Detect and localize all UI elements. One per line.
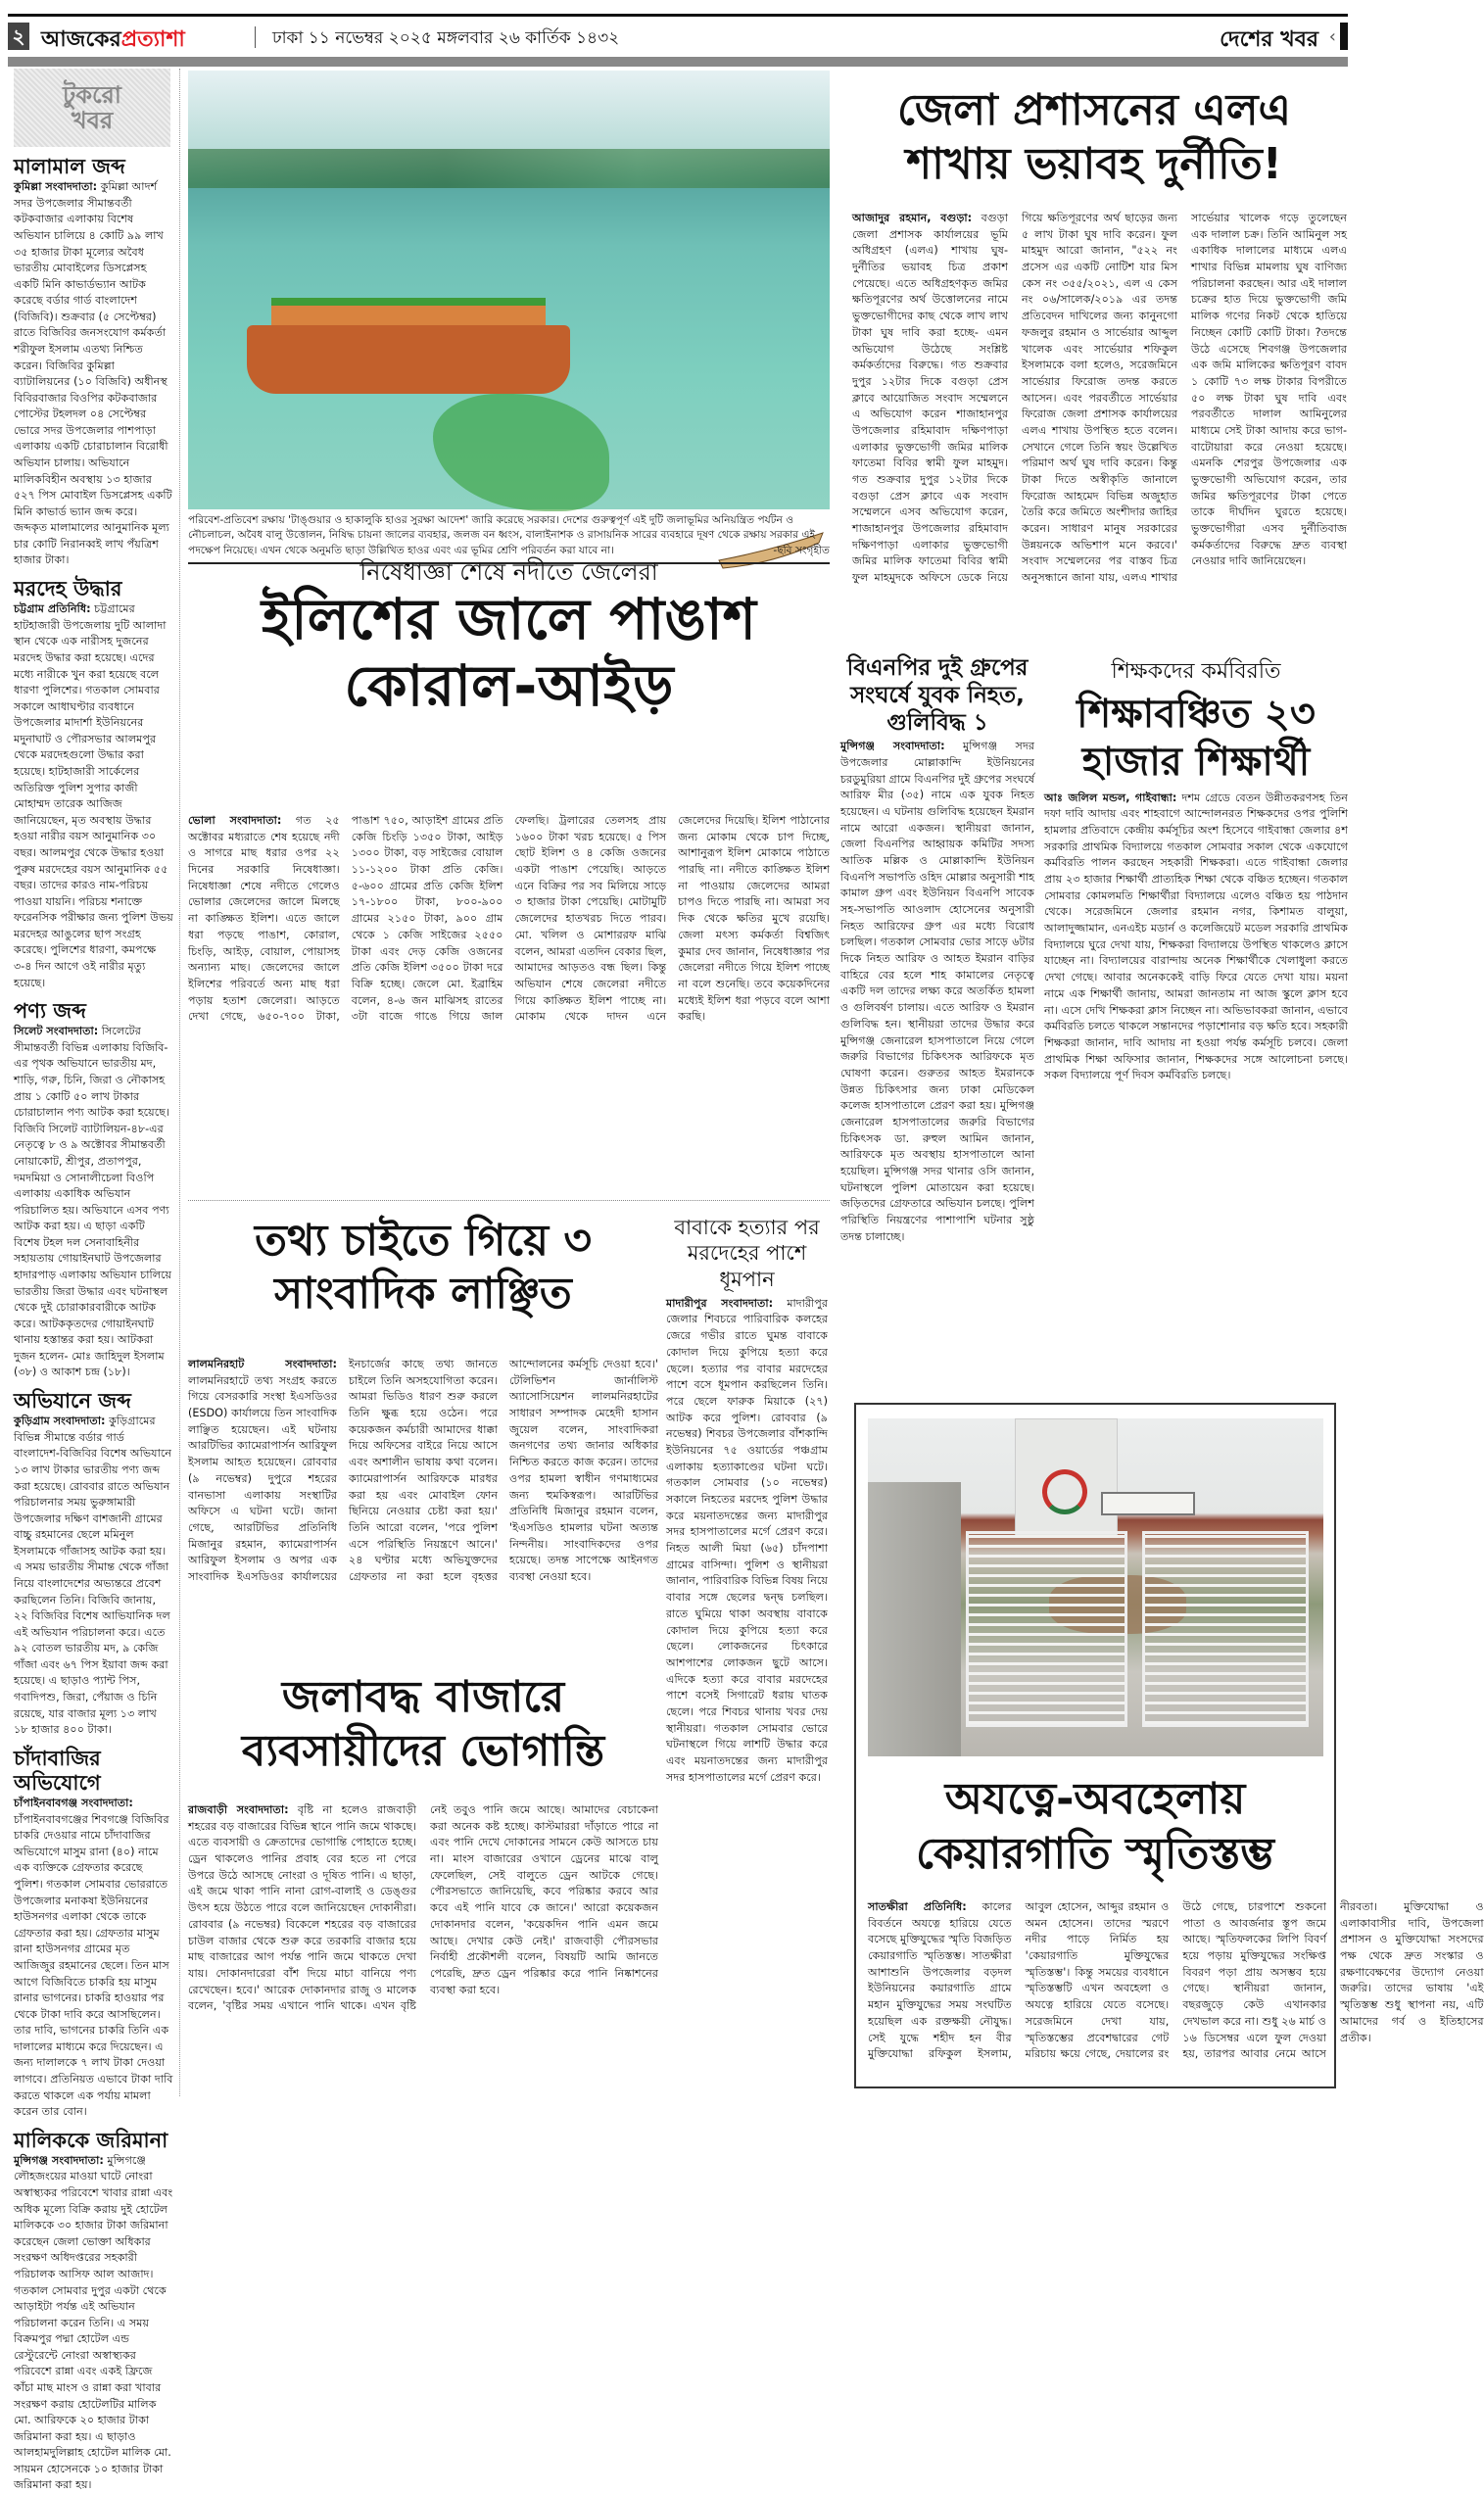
bnp-headline[interactable]: বিএনপির দুই গ্রুপের সংঘর্ষে যুবক নিহত, গুলিবিদ্ধ ১ (846, 655, 1029, 737)
brief-byline: চাঁপাইনবাবগঞ্জ সংবাদদাতা: (14, 1797, 133, 1810)
memorial-headline[interactable]: অযত্নে-অবহেলায় কেয়ারগাতি স্মৃতিস্তম্ভ (916, 1774, 1274, 1880)
teachers-byline: আঃ জলিল মন্ডল, গাইবান্ধা: (1044, 791, 1177, 804)
brief-byline: চট্টগ্রাম প্রতিনিধি: (14, 602, 91, 616)
header-end-bar (1340, 23, 1348, 50)
houseboat-photo[interactable] (188, 71, 830, 509)
brief-item[interactable] (14, 2129, 173, 2494)
memorial-byline: সাতক্ষীরা প্রতিনিধি: (868, 1900, 967, 1913)
logo-prefix: আজকের (41, 27, 121, 52)
teachers-headline[interactable]: শিক্ষাবঞ্চিত ২৩ হাজার শিক্ষার্থী (1077, 692, 1316, 785)
brief-byline: কুড়িগ্রাম সংবাদদাতা: (14, 1415, 106, 1428)
header-divider (255, 26, 256, 48)
bnp-story (840, 654, 1034, 1444)
brief-item[interactable] (14, 577, 173, 991)
market-byline: রাজবাড়ী সংবাদদাতা: (188, 1803, 289, 1816)
memorial-text: কালের বিবর্তনে অযত্নে হারিয়ে যেতে বসেছে মুক্তিযুদ্ধের স্মৃতি বিজড়িত কেয়ারগাতি স্মৃতিস্তম্ভ। সাতক্ষীরা আশাশুনি উপজেলার বড়দল ইউনিয়নের কয়ারগাতি গ্রামে মহান মুক্তিযুদ্ধের সময় সংঘটিত হয়েছিল এক রক্তক্ষয়ী নৌযুদ্ধ। সেই যুদ্ধে শহীদ হন বীর মুক্তিযোদ্ধা রফিকুল ইসলাম, আবুল হোসেন, আব্দুর রহমান ও অমন হোসেন। তাদের স্মরণে নদীর পাড়ে নির্মিত হয় 'কেয়ারগাতি মুক্তিযুদ্ধের স্মৃতিস্তম্ভ'। কিন্তু সময়ের ব্যবধানে স্মৃতিস্তম্ভটি এখন অবহেলা ও অযত্নে হারিয়ে যেতে বসেছে। সরেজমিনে দেখা যায়, স্মৃতিস্তম্ভের প্রবেশদ্বারের গেট মরিচায় ক্ষয়ে গেছে, দেয়ালের রং উঠে গেছে, চারপাশে শুকনো পাতা ও আবর্জনার স্তূপ জমে আছে। স্মৃতিফলকের লিপি বিবর্ণ হয়ে পড়ায় মুক্তিযুদ্ধের সংক্ষিপ্ত বিবরণ পড়া প্রায় অসম্ভব হয়ে গেছে। স্থানীয়রা জানান, বছরজুড়ে কেউ এখানকার দেখভাল করে না। শুধু ২৬ মার্চ ও ১৬ ডিসেম্বর এলে ফুল দেওয়া হয়, তারপর আবার নেমে আসে নীরবতা। মুক্তিযোদ্ধা ও এলাকাবাসীর দাবি, উপজেলা প্রশাসন ও মুক্তিযোদ্ধা সংসদের পক্ষ থেকে দ্রুত সংস্কার ও রক্ষণাবেক্ষণের উদ্যোগ নেওয়া জরুরি। তাদের ভাষায় 'এই স্মৃতিস্তম্ভ শুধু স্থাপনা নয়, এটি আমাদের গর্ব ও ইতিহাসের প্রতীক। (868, 1900, 1484, 2061)
father-headline[interactable]: বাবাকে হত্যার পর মরদেহের পাশে ধূমপান (674, 1216, 820, 1291)
newspaper-logo[interactable] (41, 23, 185, 59)
father-text: মাদারীপুর জেলার শিবচরে পারিবারিক কলহের জেরে গভীর রাতে ঘুমন্ত বাবাকে কোদাল দিয়ে কুপিয়ে হত্যা করে ছেলে। হত্যার পর বাবার মরদেহের পাশে বসে ধূমপান করছিলেন তিনি। পরে ছেলে ফারুক মিয়াকে (২৭) আটক করে পুলিশ। রোববার (৯ নভেম্বর) শিবচর উপজেলার বাঁশকান্দি ইউনিয়নের ৭৫ ওয়ার্ডের পঞ্চগ্রাম এলাকায় হত্যাকাণ্ডের ঘটনা ঘটে। গতকাল সোমবার (১০ নভেম্বর) সকালে নিহতের মরদেহ পুলিশ উদ্ধার করে ময়নাতদন্তের জন্য মাদারীপুর সদর হাসপাতালের মর্গে প্রেরণ করে। নিহত আলী মিয়া (৬৫) চাঁদপাশা গ্রামের বাসিন্দা। পুলিশ ও স্থানীয়রা জানান, পারিবারিক বিভিন্ন বিষয় নিয়ে বাবার সঙ্গে ছেলের দ্বন্দ্ব চলছিল। রাতে ঘুমিয়ে থাকা অবস্থায় বাবাকে কোদাল দিয়ে কুপিয়ে হত্যা করে ছেলে। লোকজনের চিৎকারে আশপাশের লোকজন ছুটে আসে। এদিকে হত্যা করে বাবার মরদেহের পাশে বসেই সিগারেট ধরায় ঘাতক ছেলে। পরে শিবচর থানায় খবর দেয় স্থানীয়রা। গতকাল সোমবার ভোরে ঘটনাস্থলে গিয়ে লাশটি উদ্ধার করে এবং ময়নাতদন্তের জন্য মাদারীপুর সদর হাসপাতালের মর্গে প্রেরণ করে। (666, 1296, 828, 1784)
briefs-column (14, 69, 180, 2492)
header-band (8, 57, 1348, 67)
brief-byline: সিলেট সংবাদদাতা: (14, 1025, 99, 1038)
photo-gate-right (1142, 1531, 1309, 1727)
journalists-byline: লালমনিরহাট সংবাদদাতা: (188, 1358, 337, 1370)
brief-title: অভিযানে জব্দ (14, 1389, 131, 1414)
caption-text: পরিবেশ-প্রতিবেশ রক্ষায় 'টাঙ্গুয়ার ও হাকালুকি হাওর সুরক্ষা আদেশ' জারি করেছে সরকার। দেশের গুরুত্বপূর্ণ এই দুটি জলাভূমির অনিয়ন্ত্রিত পর্যটন ও নৌচলাচল, অবৈধ বালু উত্তোলন, নিষিদ্ধ চায়না জালের ব্যবহার, জলজ বন ধ্বংস, বালাইনাশক ও রাসায়নিক সারের ব্যবহারে দূষণ থেকে রক্ষায় সরকার এই পদক্ষেপ নিয়েছে। এখন থেকে অনুমতি ছাড়া উল্লিখিত হাওর এবং এর ভূমির শ্রেণি পরিবর্তন করা যাবে না। (188, 514, 816, 556)
brief-body (14, 1414, 173, 1739)
la-byline: আজাদুর রহমান, বগুড়া: (852, 212, 973, 224)
photo-memorial-plaque (1101, 1492, 1195, 1515)
market-body (188, 1802, 658, 2096)
bnp-byline: মুন্সিগঞ্জ সংবাদদাতা: (840, 740, 945, 753)
brief-item[interactable] (14, 155, 173, 569)
teachers-text: দশম গ্রেডে বেতন উন্নীতকরণসহ তিন দফা দাবি আদায় এবং শাহবাগে আন্দোলনরত শিক্ষকদের ওপর পুলিশি হামলার প্রতিবাদে কেন্দ্রীয় কর্মসূচির অংশ হিসেবে গাইবান্ধা জেলার ৪শ সরকারি প্রাথমিক বিদ্যালয়ে গতকাল সোমবার সকাল থেকে একযোগে কর্মবিরতি পালন করছেন সহকারী শিক্ষকরা। এতে গাইবান্ধা জেলার প্রায় ২৩ হাজার শিক্ষার্থী প্রাত্যহিক শিক্ষা থেকে বঞ্চিত হচ্ছেন। গতকাল সোমবার কোমলমতি শিক্ষার্থীরা বিদ্যালয়ে এলেও বঞ্চিত হয় পাঠদান থেকে। সরেজমিনে জেলার রহমান নগর, কিশামত বালুয়া, আলাদুজ্জামান, এনএইচ মডার্ন ও কলেজিয়েট মডেল সরকারি প্রাথমিক বিদ্যালয়ে ঘুরে দেখা যায়, শিক্ষকরা বিদ্যালয়ে উপস্থিত থাকলেও ক্লাসে যাচ্ছেন না। বিদ্যালয়ের বারান্দায় অনেক শিক্ষার্থীকে খেলাধুলা করতে দেখা গেছে। আবার অনেককেই বাড়ি ফিরে যেতে দেখা যায়। ময়না নামে এক শিক্ষার্থী জানায়, আমরা জানতাম না আজ স্কুলে ক্লাস হবে না। এসে দেখি শিক্ষকরা ক্লাস নিচ্ছেন না। অভিভাবকরা জানান, এভাবে কর্মবিরতি চলতে থাকলে সন্তানদের পড়াশোনার বড় ক্ষতি হবে। সহকারী শিক্ষকরা জানান, দাবি আদায় না হওয়া পর্যন্ত কর্মসূচি চলবে। জেলা প্রাথমিক শিক্ষা অফিসার জানান, শিক্ষকদের সঙ্গে আলোচনা চলছে। সকল বিদ্যালয়ে পূর্ণ দিবস কর্মবিরতি চলছে। (1044, 791, 1348, 1082)
brief-item[interactable] (14, 999, 173, 1381)
brief-text: চট্টগ্রামের হাটহাজারী উপজেলায় দুটি আলাদা স্থান থেকে এক নারীসহ দুজনের মরদেহ উদ্ধার করা হয়েছে। এদের মধ্যে নারীকে খুন করা হয়েছে বলে ধারণা পুলিশের। গতকাল সোমবার সকালে আধাঘণ্টার ব্যবধানে উপজেলার মাদার্শা ইউনিয়নের মদুনাঘাট ও পৌরসভার আলমপুর থেকে মরদেহগুলো উদ্ধার করা হয়েছে। হাটহাজারী সার্কেলের অতিরিক্ত পুলিশ সুপার কাজী মোহাম্মদ তারেক আজিজ জানিয়েছেন, মৃত অবস্থায় উদ্ধার হওয়া নারীর বয়স আনুমানিক ৩০ বছর। আলমপুর থেকে উদ্ধার হওয়া পুরুষ মরদেহের বয়স আনুমানিক ৫৫ বছর। তাদের কারও নাম-পরিচয় পাওয়া যায়নি। পরিচয় শনাক্তে ফরেনসিক পরীক্ষার জন্য পুলিশ উভয় মরদেহর আঙুলের ছাপ সংগ্রহ করেছে। পুলিশের ধারণা, কমপক্ষে ৩-৪ দিন আগে ওই নারীর মৃত্যু হয়েছে। (14, 602, 173, 989)
teachers-story (1044, 654, 1348, 1373)
brief-body (14, 601, 173, 991)
dateline: ঢাকা ১১ নভেম্বর ২০২৫ মঙ্গলবার ২৬ কার্তিক ১৪৩২ (272, 28, 620, 48)
brief-body (14, 1024, 173, 1381)
brief-title: চাঁদাবাজির অভিযোগে (14, 1746, 101, 1795)
father-body (666, 1296, 828, 1923)
brief-title: মরদেহ উদ্ধার (14, 577, 122, 601)
photo-gate-left (966, 1531, 1127, 1727)
brief-byline: মুন্সিগঞ্জ সংবাদদাতা: (14, 2153, 104, 2167)
photo-houseboat-roof (271, 298, 546, 327)
lead-headline[interactable]: ইলিশের জালে পাঙাশ কোরাল-আইড় (262, 586, 756, 720)
brief-title: পণ্য জব্দ (14, 999, 86, 1024)
photo-credit: -ছবি সংগৃহীত (773, 544, 830, 556)
photo-memorial-arc (1042, 1469, 1087, 1514)
journalists-headline[interactable]: তথ্য চাইতে গিয়ে ৩ সাংবাদিক লাঞ্ছিত (255, 1216, 592, 1319)
brief-body (14, 179, 173, 569)
memorial-photo[interactable] (868, 1418, 1323, 1756)
bnp-text: মুন্সিগঞ্জ সদর উপজেলার মোল্লাকান্দি ইউনিয়নের চরডুমুরিয়া গ্রামে বিএনপির দুই গ্রুপের সংঘর্ষে আরিফ মীর (৩৫) নামে এক যুবক নিহত হয়েছেন। এ ঘটনায় গুলিবিদ্ধ হয়েছেন ইমরান নামে আরো একজন। স্থানীয়রা জানান, জেলা বিএনপির আহ্বায়ক কমিটির সদস্য আতিক মল্লিক ও মোল্লাকান্দি ইউনিয়ন বিএনপি সভাপতি ওহিদ মোল্লার অনুসারী শাহ কামাল গ্রুপ এবং ইউনিয়ন বিএনপি সাবেক সহ-সভাপতি আওলাদ হোসেনের অনুসারী নিহত আরিফের গ্রুপ এর মধ্যে বিরোধ চলছিল। গতকাল সোমবার ভোর সাড়ে ৬টার দিকে নিহত আরিফ ও আহত ইমরান বাড়ির বাহিরে বের হলে শাহ কামালের নেতৃত্বে একটি দল তাদের লক্ষ্য করে অতর্কিত হামলা ও গুলিবর্ষণ চালায়। এতে আরিফ ও ইমরান গুলিবিদ্ধ হন। স্থানীয়রা তাদের উদ্ধার করে মুন্সিগঞ্জ জেনারেল হাসপাতালে নিয়ে গেলে জরুরি বিভাগের চিকিৎসক আরিফকে মৃত ঘোষণা করেন। গুরুতর আহত ইমরানকে উন্নত চিকিৎসার জন্য ঢাকা মেডিকেল কলেজ হাসপাতালে প্রেরণ করা হয়। মুন্সিগঞ্জ জেনারেল হাসপাতালের জরুরি বিভাগের চিকিৎসক ডা. রুহুল আমিন জানান, আরিফকে মৃত অবস্থায় হাসপাতালে আনা হয়েছিল। মুন্সিগঞ্জ সদর থানার ওসি জানান, ঘটনাস্থলে পুলিশ মোতায়েন করা হয়েছে। জড়িতদের গ্রেফতারে অভিযান চলছে। পুলিশ পরিস্থিতি নিয়ন্ত্রণের পাশাপাশি ঘটনার সুষ্ঠু তদন্ত চালাচ্ছে। (840, 740, 1034, 1243)
teachers-body (1044, 791, 1348, 1373)
section-title: দেশের খবর (1220, 27, 1318, 52)
brief-item[interactable] (14, 1747, 173, 2121)
brief-text: কুড়িগ্রামের বিভিন্ন সীমান্তে বর্ডার গার্ড বাংলাদেশ-বিজিবির বিশেষ অভিযানে ১৩ লাখ টাকার ভারতীয় পণ্য জব্দ করা হয়েছে। রোববার রাতে অভিযান পরিচালনার সময় ভুরুঙ্গামারী উপজেলার দক্ষিণ বাশজানী গ্রামের বাচ্চু রহমানের ছেলে মমিনুল ইসলামকে গাঁজাসহ আটক করা হয়। এ সময় ভারতীয় সীমান্ত থেকে গাঁজা নিয়ে বাংলাদেশের অভ্যন্তরে প্রবেশ করছিলেন তিনি। বিজিবি জানায়, ২২ বিজিবির বিশেষ আভিযানিক দল এই অভিযান পরিচালনা করে। এতে ৯২ বোতল ভারতীয় মদ, ৯ কেজি গাঁজা এবং ৬৭ পিস ইয়াবা জব্দ করা হয়েছে। এ ছাড়াও প্যান্ট পিস, গবাদিপশু, জিরা, পেঁয়াজ ও চিনি রয়েছে, যার বাজার মূল্য ১৩ লাখ ১৮ হাজার ৪০০ টাকা। (14, 1415, 172, 1737)
memorial-body (868, 1899, 1484, 2076)
bnp-body (840, 739, 1034, 1444)
section-divider (188, 1200, 830, 1201)
chevron-left-icon: ‹ (1328, 26, 1336, 47)
la-headline[interactable]: জেলা প্রশাসনের এলএ শাখায় ভয়াবহ দুর্নীতি! (897, 85, 1291, 189)
father-byline: মাদারীপুর সংবাদদাতা: (666, 1296, 774, 1310)
father-story (666, 1215, 828, 1923)
brief-text: কুমিল্লা আদর্শ সদর উপজেলার সীমান্তবর্তী কটকবাজার এলাকায় বিশেষ অভিযান চালিয়ে ৪ কোটি ৯৯ লাখ ৩৫ হাজার টাকা মূল্যের অবৈধ ভারতীয় মোবাইলের ডিসপ্লেসহ একটি মিনি কাভার্ডভ্যান আটক করেছে বর্ডার গার্ড বাংলাদেশ (বিজিবি)। শুক্রবার (৫ সেপ্টেম্বর) রাতে বিজিবির জনসংযোগ কর্মকর্তা শরীফুল ইসলাম এতথ্য নিশ্চিত করেন। বিজিবির কুমিল্লা ব্যাটালিয়নের (১০ বিজিবি) অধীনস্থ বিবিরবাজার বিওপির কটকবাজার পোস্টের টহলদল ০৪ সেপ্টেম্বর ভোরে সদর উপজেলার পাশপাড়া এলাকায় একটি চোরাচালান বিরোধী অভিযান চালায়। অভিযানে মালিকবিহীন অবস্থায় ১৩ হাজার ৫২৭ পিস মোবাইল ডিসপ্লেসহ একটি মিনি কাভার্ড ভ্যান জব্দ করে। জব্দকৃত মালামালের আনুমানিক মূল্য চার কোটি নিরানব্বই লাখ পঁয়ত্রিশ হাজার টাকা। (14, 180, 172, 567)
brief-body (14, 1796, 173, 2121)
lead-body (188, 813, 830, 1185)
tukro-line1: টুকরো (63, 80, 121, 109)
memorial-story-box (854, 1403, 1484, 2088)
market-headline[interactable]: জলাবদ্ধ বাজারে ব্যবসায়ীদের ভোগান্তি (241, 1672, 605, 1776)
page-number: ২ (8, 23, 29, 50)
photo-pillar (868, 1482, 961, 1756)
lead-kicker: নিষেধাজ্ঞা শেষে নদীতে জেলেরা (359, 558, 658, 586)
photo-houseboat (247, 325, 570, 394)
brief-title: মালামাল জব্দ (14, 155, 125, 178)
page-header (8, 14, 1348, 53)
photo-water-vegetation (433, 394, 609, 511)
la-body (852, 211, 1347, 647)
tukro-khobor-logo (14, 69, 170, 147)
lead-byline: ভোলা সংবাদদাতা: (188, 814, 282, 827)
tukro-line2: খবর (71, 107, 114, 134)
photo-shoreline (188, 149, 830, 188)
brief-item[interactable] (14, 1389, 173, 1739)
journalists-body (188, 1357, 658, 1626)
teachers-kicker: শিক্ষকদের কর্মবিরতি (1111, 659, 1281, 684)
brief-byline: কুমিল্লা সংবাদদাতা: (14, 180, 98, 194)
brief-title: মালিককে জরিমানা (14, 2128, 168, 2152)
lead-text: গত ২৫ অক্টোবর মধ্যরাতে শেষ হয়েছে নদী ও সাগরে মাছ ধরার ওপর ২২ দিনের সরকারি নিষেধাজ্ঞা। নিষেধাজ্ঞা শেষে নদীতে গেলেও ভোলার জেলেদের জালে মিলছে না কাঙ্ক্ষিত ইলিশ। এতে জালে ধরা পড়ছে পাঙাশ, কোরাল, চিংড়ি, আইড়, বোয়াল, পোয়াসহ অন্যান্য মাছ। জেলেদের জালে ইলিশের পরিবর্তে অন্য মাছ ধরা পড়ায় হতাশ জেলেরা। আড়তে দেখা গেছে, ৬৫০-৭০০ টাকা, পাঙাশ ৭৫০, আড়াইশ গ্রামের প্রতি কেজি চিংড়ি ১৩৫০ টাকা, আইড় ১৩০০ টাকা, বড় সাইজের বোয়াল ১১-১২০০ টাকা প্রতি কেজি। ৫-৬০০ গ্রামের প্রতি কেজি ইলিশ ১৭-১৮০০ টাকা, ৮০০-৯০০ গ্রামের ২১৫০ টাকা, ৯০০ গ্রাম থেকে ১ কেজি সাইজের ২৫৫০ টাকা এবং দেড় কেজি ওজনের প্রতি কেজি ইলিশ ৩৫০০ টাকা দরে বিক্রি হচ্ছে। জেলে মো. ইব্রাহিম বলেন, ৪-৬ জন মাঝিসহ রাতের ৩টা বাজে গাঙে গিয়ে জাল ফেলছি। ট্রলারের তেলসহ প্রায় ১৬০০ টাকা খরচ হয়েছে। ৫ পিস ছোট ইলিশ ও ৪ কেজি ওজনের একটা পাঙাশ পেয়েছি। আড়তে এনে বিক্রির পর সব মিলিয়ে সাড়ে ৩ হাজার টাকা পেয়েছি। মোটামুটি জেলেদের হাতখরচ দিতে পারব। মো. খলিল ও মোশাররফ মাঝি বলেন, আমরা এতদিন বেকার ছিল, আমাদের আড়তও বন্ধ ছিল। কিন্তু অভিযান শেষে জেলেরা নদীতে গিয়ে কাঙ্ক্ষিত ইলিশ পাচ্ছে না। মোকাম থেকে দাদন এনে জেলেদের দিয়েছি। ইলিশ পাঠানোর জন্য মোকাম থেকে চাপ দিচ্ছে, আশানুরূপ ইলিশ মোকামে পাঠাতে পারছি না। নদীতে কাঙ্ক্ষিত ইলিশ না পাওয়ায় জেলেদের আমরা চাপও দিতে পারছি না। আমরা সব দিক থেকে ক্ষতির মুখে রয়েছি। জেলা মৎস্য কর্মকর্তা বিশ্বজিৎ কুমার দেব জানান, নিষেধাজ্ঞার পর জেলেরা নদীতে গিয়ে ইলিশ পাচ্ছে না বলে শুনেছি। তবে কয়েকদিনের মধ্যেই ইলিশ ধরা পড়বে বলে আশা করছি। (188, 814, 830, 1024)
brief-body (14, 2153, 173, 2494)
la-text: বগুড়া জেলা প্রশাসক কার্যালয়ের ভূমি অধিগ্রহণ (এলএ) শাখায় ঘুষ-দুর্নীতির ভয়াবহ চিত্র প্রকাশ পেয়েছে। এতে অধিগ্রহণকৃত জমির ক্ষতিপূরণের অর্থ উত্তোলনের নামে ভুক্তভোগীদের কাছ থেকে লাখ লাখ টাকা ঘুষ দাবি করা হচ্ছে- এমন অভিযোগ উঠেছে সংশ্লিষ্ট কর্মকর্তাদের বিরুদ্ধে। গত শুক্রবার দুপুর ১২টার দিকে বগুড়া প্রেস ক্লাবে আয়োজিত সংবাদ সম্মেলনে এ অভিযোগ করেন শাজাহানপুর উপজেলার রহিমাবাদ দক্ষিণপাড়া এলাকার ভুক্তভোগী জমির মালিক ফাতেমা বিবির স্বামী ফুল মাহমুদ। গত শুক্রবার দুপুর ১২টার দিকে বগুড়া প্রেস ক্লাবে এক সংবাদ সম্মেলনে এসব অভিযোগ করেন, শাজাহানপুর উপজেলার রহিমাবাদ দক্ষিণপাড়া এলাকার ভুক্তভোগী জমির মালিক ফাতেমা বিবির স্বামী ফুল মাহমুদকে অফিসে ডেকে নিয়ে গিয়ে ক্ষতিপূরণের অর্থ ছাড়ের জন্য ৫ লাখ টাকা ঘুষ দাবি করেন। ফুল মাহমুদ আরো জানান, "৫২২ নং প্রসেস এর একটি নোটিশ যার মিস কেস নং ৩৫৫/২০২১, এল এ কেস নং ০৬/সালেক/২০১৯ এর তদন্ত প্রতিবেদন দাখিলের জন্য কানুনগো ফজলুর রহমান ও সার্ভেয়ার আব্দুল খালেক এবং সার্ভেয়ার শফিকুল ইসলামকে বলা হলেও, সরেজমিনে সার্ভেয়ার ফিরোজ তদন্ত করতে আসেন। এবং পরবর্তীতে সার্ভেয়ার ফিরোজ জেলা প্রশাসক কার্যালয়ের এলএ শাখায় উপস্থিত হতে বলেন। সেখানে গেলে তিনি স্বয়ং উল্লেখিত পরিমাণ অর্থ ঘুষ দাবি করেন। কিন্তু টাকা দিতে অস্বীকৃতি জানালে ফিরোজ আহমেদ বিভিন্ন অজুহাত তৈরি করে জমিতে অংশীদার জাহির করেন। সাধারণ মানুষ সরকারের উন্নয়নকে অভিশাপ মনে করবে।' সংবাদ সম্মেলনের পর বাস্তব চিত্র অনুসন্ধানে জানা যায়, এলএ শাখার সার্ভেয়ার খালেক গড়ে তুলেছেন এক দালাল চক্র। তিনি আমিনুল সহ একাধিক দালালের মাধ্যমে এলএ শাখার বিভিন্ন মামলায় ঘুষ বাণিজ্য পরিচালনা করছেন। আর এই দালাল চক্রের হাত দিয়ে ভুক্তভোগী জমি মালিক গণের নিকট থেকে হাতিয়ে নিচ্ছেন কোটি কোটি টাকা। ?তদন্তে উঠে এসেছে শিবগঞ্জ উপজেলার এক জমি মালিকের ক্ষতিপূরণ বাবদ ১ কোটি ৭৩ লক্ষ টাকার বিপরীতে ৫০ লক্ষ টাকা ঘুষ দাবি এবং পরবর্তীতে দালাল আমিনুলের মাধ্যমে সেই টাকা আদায় করে ভাগ-বাটোয়ারা করে নেওয়া হয়েছে। এমনকি শেরপুর উপজেলার এক ভুক্তভোগী অভিযোগ করেন, তার জমির ক্ষতিপূরণের টাকা পেতে তাকে দীর্ঘদিন ঘুরতে হয়েছে। ভুক্তভোগীরা এসব দুর্নীতিবাজ কর্মকর্তাদের বিরুদ্ধে দ্রুত ব্যবস্থা নেওয়ার দাবি জানিয়েছেন। (852, 212, 1347, 585)
brief-text: সিলেটের সীমান্তবর্তী বিভিন্ন এলাকায় বিজিবি-এর পৃথক অভিযানে ভারতীয় মদ, শাড়ি, গরু, চিনি, জিরা ও নৌকাসহ প্রায় ১ কোটি ৫০ লাখ টাকার চোরাচালান পণ্য আটক করা হয়েছে। বিজিবি সিলেট ব্যাটালিয়ন-৪৮-এর নেতৃত্বে ৮ ও ৯ অক্টোবর সীমান্তবর্তী নোয়াকোট, শ্রীপুর, প্রতাপপুর, দমদমিয়া ও সোনালীচেলা বিওপি এলাকায় একাধিক অভিযান পরিচালিত হয়। অভিযানে এসব পণ্য আটক করা হয়। এ ছাড়া একটি বিশেষ টহল দল সেনাবাহিনীর সহায়তায় গোয়াইনঘাট উপজেলার হাদারপাড় এলাকায় অভিযান চালিয়ে ভারতীয় জিরা উদ্ধার এবং ঘটনাস্থল থেকে দুই চোরাকারবারীকে আটক করে। আটককৃতদের গোয়াইনঘাট থানায় হস্তান্তর করা হয়। আটকরা দুজন হলেন- মোঃ জাহিদুল ইসলাম (৩৮) ও আকাশ চন্দ্র (১৮)। (14, 1025, 172, 1379)
journalists-text: লালমনিরহাটে তথ্য সংগ্রহ করতে গিয়ে বেসরকারি সংস্থা ইএসডিওর (ESDO) কার্যালয়ে তিন সাংবাদিক লাঞ্ছিত হয়েছেন। এই ঘটনায় আরটিভির ক্যামেরাপার্সন আরিফুল ইসলাম আহত হয়েছেন। রোববার (৯ নভেম্বর) দুপুরে শহরের বানভাসা এলাকায় সংস্থাটির অফিসে এ ঘটনা ঘটে। জানা গেছে, আরটিভির প্রতিনিধি মিজানুর রহমান, ক্যামেরাপার্সন আরিফুল ইসলাম ও অপর এক সাংবাদিক ইএসডিওর কার্যালয়ের ইনচার্জের কাছে তথ্য জানতে চাইলে তিনি অসহযোগিতা করেন। আমরা ভিডিও ধারণ শুরু করলে তিনি ক্ষুব্ধ হয়ে ওঠেন। পরে কয়েকজন কর্মচারী আমাদের ধাক্কা দিয়ে অফিসের বাইরে নিয়ে আসে এবং অশালীন ভাষায় কথা বলেন। ক্যামেরাপার্সন আরিফকে মারধর করা হয় এবং মোবাইল ফোন ছিনিয়ে নেওয়ার চেষ্টা করা হয়।' তিনি আরো বলেন, 'পরে পুলিশ এসে পরিস্থিতি নিয়ন্ত্রণে আনে।' ২৪ ঘণ্টার মধ্যে অভিযুক্তদের গ্রেফতার না করা হলে বৃহত্তর আন্দোলনের কর্মসূচি দেওয়া হবে।' টেলিভিশন জার্নালিস্ট অ্যাসোসিয়েশন লালমনিরহাটের সাধারণ সম্পাদক মেহেদী হাসান জুয়েল বলেন, সাংবাদিকরা জনগণের তথ্য জানার অধিকার নিশ্চিত করতে কাজ করেন। তাদের ওপর হামলা স্বাধীন গণমাধ্যমের জন্য হুমকিস্বরূপ। আরটিভির প্রতিনিধি মিজানুর রহমান বলেন, 'ইএসডিও হামলার ঘটনা অত্যন্ত নিন্দনীয়। সাংবাদিকদের ওপর হয়েছে। তদন্ত সাপেক্ষে আইনগত ব্যবস্থা নেওয়া হবে। (188, 1358, 658, 1583)
logo-accent: প্রত্যাশা (120, 27, 185, 52)
brief-text: চাঁপাইনবাবগঞ্জের শিবগঞ্জে বিজিবির চাকরি দেওয়ার নামে চাঁদাবাজির অভিযোগে মাসুম রানা (৪০) নামে এক ব্যক্তিকে গ্রেফতার করেছে পুলিশ। গতকাল সোমবার ভোররাতে উপজেলার মনাকষা ইউনিয়নের হাউসনগর এলাকা থেকে তাকে গ্রেফতার করা হয়। গ্রেফতার মাসুম রানা হাউসনগর গ্রামের মৃত আজিজুর রহমানের ছেলে। তিন মাস আগে বিজিবিতে চাকরি হয় মাসুম রানার ভাগনের। চাকরি হাওয়ার পর থেকে টাকা দাবি করে আসছিলেন। তার দাবি, ভাগনের চাকরি তিনি এক দালালের মাধ্যমে করে দিয়েছেন। এ জন্য দালালকে ৭ লাখ টাকা দেওয়া লাগবে। প্রতিনিয়ত এভাবে টাকা দাবি করতে থাকলে এক পর্যায় মামলা করেন তার বোন। (14, 1812, 173, 2119)
brief-text: মুন্সিগঞ্জে লৌহজংয়ের মাওয়া ঘাটে নোংরা অস্বাস্থ্যকর পরিবেশে খাবার রান্না এবং অধিক মূল্যে বিক্রি করায় দুই হোটেল মালিককে ৩০ হাজার টাকা জরিমানা করেছেন জেলা ভোক্তা অধিকার সংরক্ষণ অধিদপ্তরের সহকারী পরিচালক আসিফ আল আজাদ। গতকাল সোমবার দুপুর একটা থেকে আড়াইটা পর্যন্ত এই অভিযান পরিচালনা করেন তিনি। এ সময় বিক্রমপুর পদ্মা হোটেল এন্ড রেস্টুরেন্টে নোংরা অস্বাস্থ্যকর পরিবেশে রান্না এবং একই ফ্রিজে কাঁচা মাছ মাংস ও রান্না করা খাবার সংরক্ষণ করায় হোটেলটির মালিক মো. আরিফকে ২০ হাজার টাকা জরিমানা করা হয়। এ ছাড়াও আলহামদুলিল্লাহ হোটেল মালিক মো. সায়মন হোসেনকে ১০ হাজার টাকা জরিমানা করা হয়। (14, 2153, 173, 2492)
market-text: বৃষ্টি না হলেও রাজবাড়ী শহরের বড় বাজারের বিভিন্ন স্থানে পানি জমে থাকছে। এতে ব্যবসায়ী ও ক্রেতাদের ভোগান্তি পোহাতে হচ্ছে। ড্রেন থাকলেও পানির প্রবাহ বের হতে না পেরে উপরে উঠে আসছে নোংরা ও দূষিত পানি। এ ছাড়া, এই জমে থাকা পানি নানা রোগ-বালাই ও ডেঙ্গুর উৎস হয়ে উঠতে পারে বলে জানিয়েছেন দোকানীরা। রোববার (৯ নভেম্বর) বিকেলে শহরের বড় বাজারের চাউল বাজার থেকে শুরু করে তরকারি বাজার হয়ে মাছ বাজারের আগ পর্যন্ত পানি জমে থাকতে দেখা যায়। দোকানদারেরা বাঁশ দিয়ে মাচা বানিয়ে পণ্য রেখেছেন। হবে।' আরেক দোকানদার রাজু ও মালেক বলেন, 'বৃষ্টির সময় এখানে পানি থাকে। এখন বৃষ্টি নেই তবুও পানি জমে আছে। আমাদের বেচাকেনা করা অনেক কষ্ট হচ্ছে। কাস্টমাররা দাঁড়াতে পারে না এবং পানি দেখে দোকানের সামনে কেউ আসতে চায় না। মাংস বাজারের ওখানে ড্রেনের মাঝে বালু ফেলেছিল, সেই বালুতে ড্রেন আটকে গেছে। পৌরসভাতে জানিয়েছি, কবে পরিষ্কার করবে আর কবে এই পানি যাবে কে জানে।' আরো কয়েকজন দোকানদার বলেন, 'কয়েকদিন পানি এমন জমে আছে। দেখার কেউ নেই।' রাজবাড়ী পৌরসভার নির্বাহী প্রকৌশলী বলেন, বিষয়টি আমি জানতে পেরেছি, দ্রুত ড্রেন পরিষ্কার করে পানি নিষ্কাশনের ব্যবস্থা করা হবে। (188, 1803, 658, 2013)
